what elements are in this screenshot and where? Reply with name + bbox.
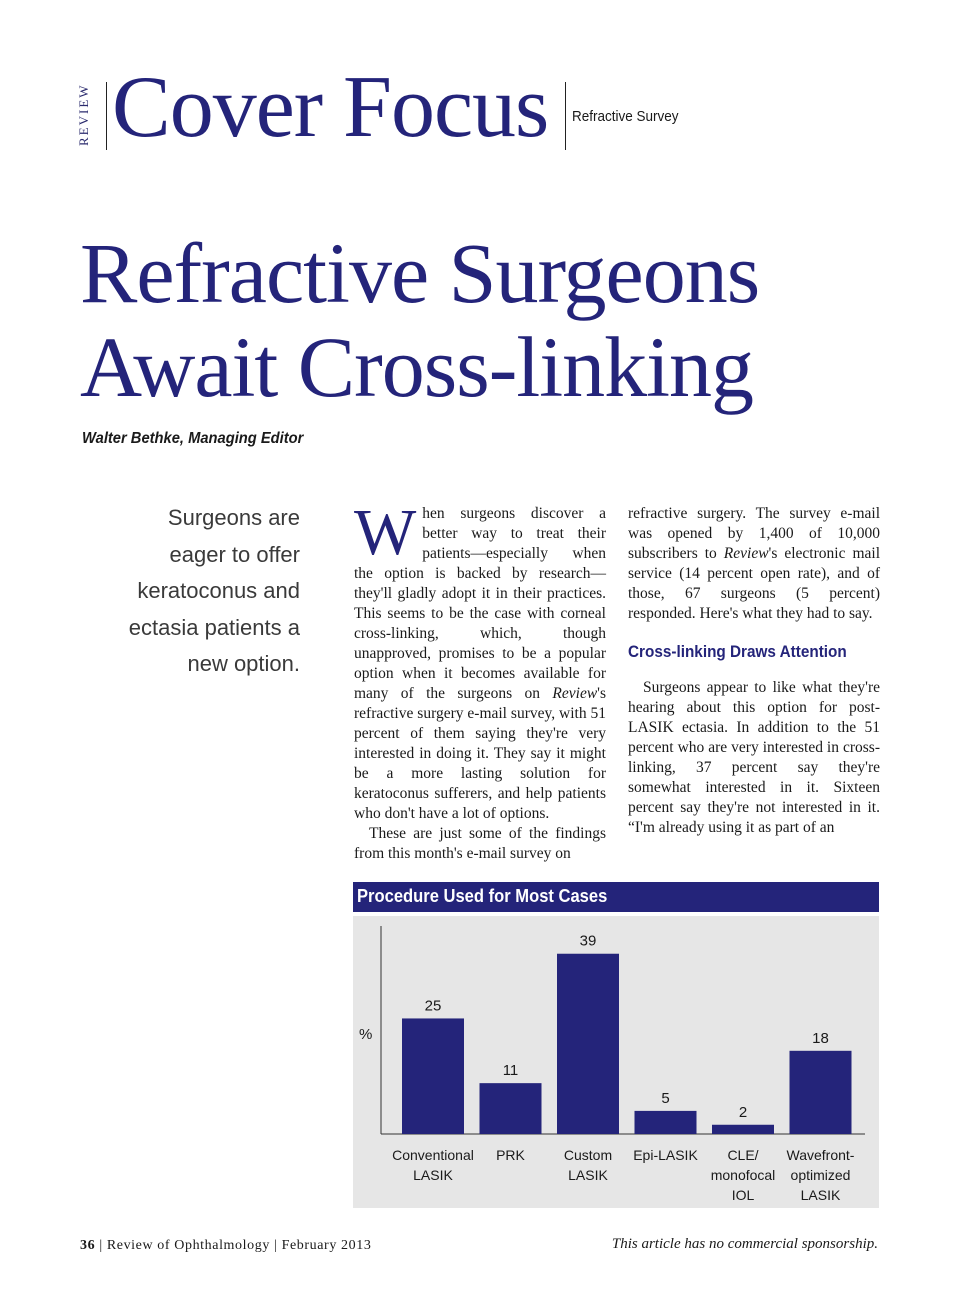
paragraph-text: hen surgeons discover a better way to treat their patients—especially when the option is backed by research—they'll gladly adopt it in their practices. This seems to be the case with corneal cross-linking, which, though unapproved, promises to be a popular option when it becomes available for many of the surgeons on (354, 505, 606, 702)
bar (790, 1051, 852, 1134)
drop-cap: W (354, 496, 417, 569)
page-number: 36 (80, 1238, 96, 1253)
data-label: 25 (424, 997, 442, 1015)
data-label: 11 (502, 1062, 519, 1080)
publication-name: Review of Ophthalmology (106, 1238, 270, 1253)
headline-line-1: Refractive Surgeons (80, 225, 760, 321)
category-label: LASIK (413, 1167, 453, 1183)
header-divider-right (565, 82, 566, 150)
headline-line-2: Await Cross-linking (80, 319, 754, 415)
paragraph (628, 504, 880, 624)
data-label: 39 (579, 932, 597, 950)
footer-left (80, 1238, 371, 1254)
data-label: 2 (738, 1103, 748, 1121)
bar (557, 954, 619, 1134)
bar (480, 1083, 542, 1134)
header-divider-left (106, 82, 107, 150)
category-label: CLE/ (727, 1147, 759, 1163)
paragraph-text: refractive surgery. The survey e-mail was opened by 1,400 of 10,000 subscribers to (628, 505, 880, 562)
data-label: 5 (661, 1089, 670, 1107)
category-label: Epi-LASIK (633, 1147, 698, 1163)
paragraph: These are just some of the findings from this month's e-mail survey on (354, 825, 606, 862)
chart-header (353, 882, 879, 912)
y-axis-label: % (359, 1026, 373, 1043)
section-subtitle: Refractive Survey (572, 108, 679, 125)
category-label: LASIK (800, 1187, 841, 1203)
article-headline (80, 226, 900, 414)
publication-italic: Review (552, 685, 598, 702)
category-label: optimized (790, 1167, 851, 1183)
article-column-1 (354, 496, 606, 864)
subhead: Cross-linking Draws Attention (628, 642, 847, 661)
chart-panel (353, 916, 879, 1208)
category-label: Conventional (392, 1147, 474, 1163)
article-column-2 (628, 504, 880, 838)
sponsorship-note: This article has no commercial sponsorship. (611, 1236, 878, 1252)
pull-quote: Surgeons are eager to offer keratoconus and ectasia patients a new option. (128, 505, 300, 676)
bar (712, 1125, 774, 1134)
category-label: LASIK (568, 1167, 608, 1183)
category-label: PRK (496, 1147, 525, 1163)
section-title: Cover Focus (112, 59, 549, 156)
category-label: IOL (731, 1187, 755, 1203)
category-label: Wavefront- (786, 1147, 855, 1163)
issue-date: February 2013 (281, 1238, 372, 1253)
bar (635, 1111, 697, 1134)
review-tag: REVIEW (76, 83, 91, 147)
category-label: monofocal (710, 1167, 776, 1183)
byline: Walter Bethke, Managing Editor (82, 430, 304, 447)
category-label: Custom (563, 1147, 613, 1163)
bar (402, 1018, 464, 1134)
paragraph (354, 496, 606, 824)
paragraph-text: 's refractive surgery e-mail survey, with 51 percent of them saying they're very interested in doing it. They say it might be a more lasting solution for keratoconus sufferers, and help patients who don't have a lot of options. (354, 685, 606, 822)
footer-separator: | (99, 1238, 107, 1253)
data-label: 18 (812, 1029, 829, 1047)
bar-chart (353, 916, 879, 1208)
paragraph-text: 's electronic mail service (14 percent open rate), and of those, 67 surgeons (5 percent) responded. Here's what they had to say. (628, 545, 880, 622)
chart-title: Procedure Used for Most Cases (357, 886, 608, 906)
footer-separator: | (274, 1238, 282, 1253)
paragraph: Surgeons appear to like what they're hearing about this option for post-LASIK ectasia. In addition to the 51 percent who are very interested in cross-linking, 37 percent say they're somewhat interested in it. Sixteen percent say they're not interested in it. “I'm already using it as part of an (628, 679, 880, 836)
publication-italic: Review (723, 545, 769, 562)
